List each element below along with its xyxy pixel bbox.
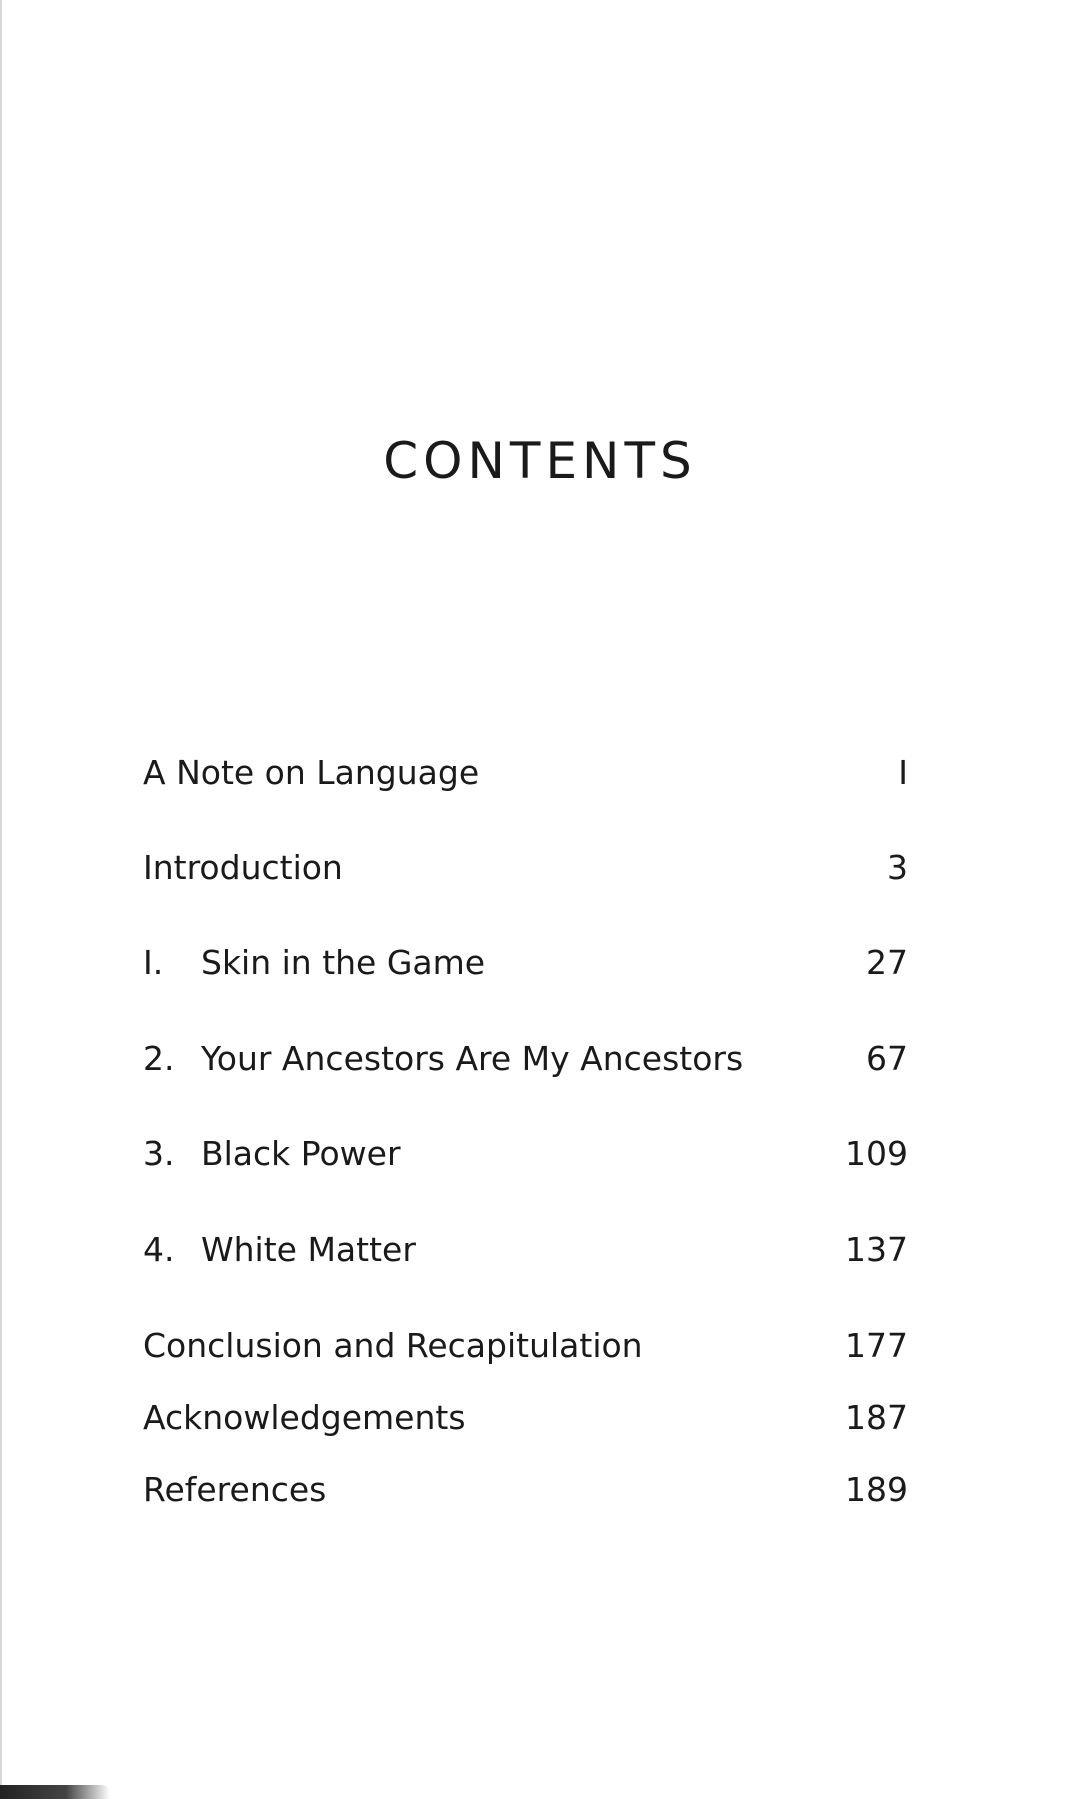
toc-entry-page: I [898, 753, 908, 792]
toc-entry-note-on-language [143, 751, 908, 795]
toc-entry-references [143, 1468, 908, 1512]
toc-entry-label: Acknowledgements [143, 1398, 466, 1437]
toc-entry-label: Introduction [143, 848, 343, 887]
toc-entry-page: 177 [845, 1326, 908, 1365]
toc-entry-page: 67 [866, 1039, 908, 1078]
toc-entry-page: 27 [866, 943, 908, 982]
toc-entry-number: 4. [143, 1230, 175, 1269]
toc-entry-label: A Note on Language [143, 753, 480, 792]
toc-entry-page: 189 [845, 1470, 908, 1509]
toc-entry-number: 2. [143, 1039, 175, 1078]
toc-entry-label: Conclusion and Recapitulation [143, 1326, 643, 1365]
toc-entry-chapter-1 [143, 941, 908, 985]
toc-entry-chapter-2 [143, 1037, 908, 1081]
toc-entry-label: Black Power [201, 1134, 401, 1173]
toc-entry-introduction [143, 846, 908, 890]
page-bottom-shadow [0, 1785, 110, 1799]
toc-entry-label: Skin in the Game [201, 943, 486, 982]
toc-entry-label: Your Ancestors Are My Ancestors [201, 1039, 744, 1078]
toc-entry-acknowledgements [143, 1396, 908, 1440]
page-edge [0, 0, 2, 1799]
toc-entry-page: 137 [845, 1230, 908, 1269]
toc-entry-page: 187 [845, 1398, 908, 1437]
toc-entry-number: 3. [143, 1134, 175, 1173]
toc-entry-page: 3 [887, 848, 908, 887]
toc-entry-conclusion [143, 1324, 908, 1368]
contents-heading: CONTENTS [383, 431, 697, 490]
toc-entry-label: References [143, 1470, 327, 1509]
toc-entry-number: I. [143, 943, 164, 982]
toc-entry-chapter-4 [143, 1228, 908, 1272]
toc-entry-label: White Matter [201, 1230, 416, 1269]
toc-entry-page: 109 [845, 1134, 908, 1173]
toc-entry-chapter-3 [143, 1132, 908, 1176]
